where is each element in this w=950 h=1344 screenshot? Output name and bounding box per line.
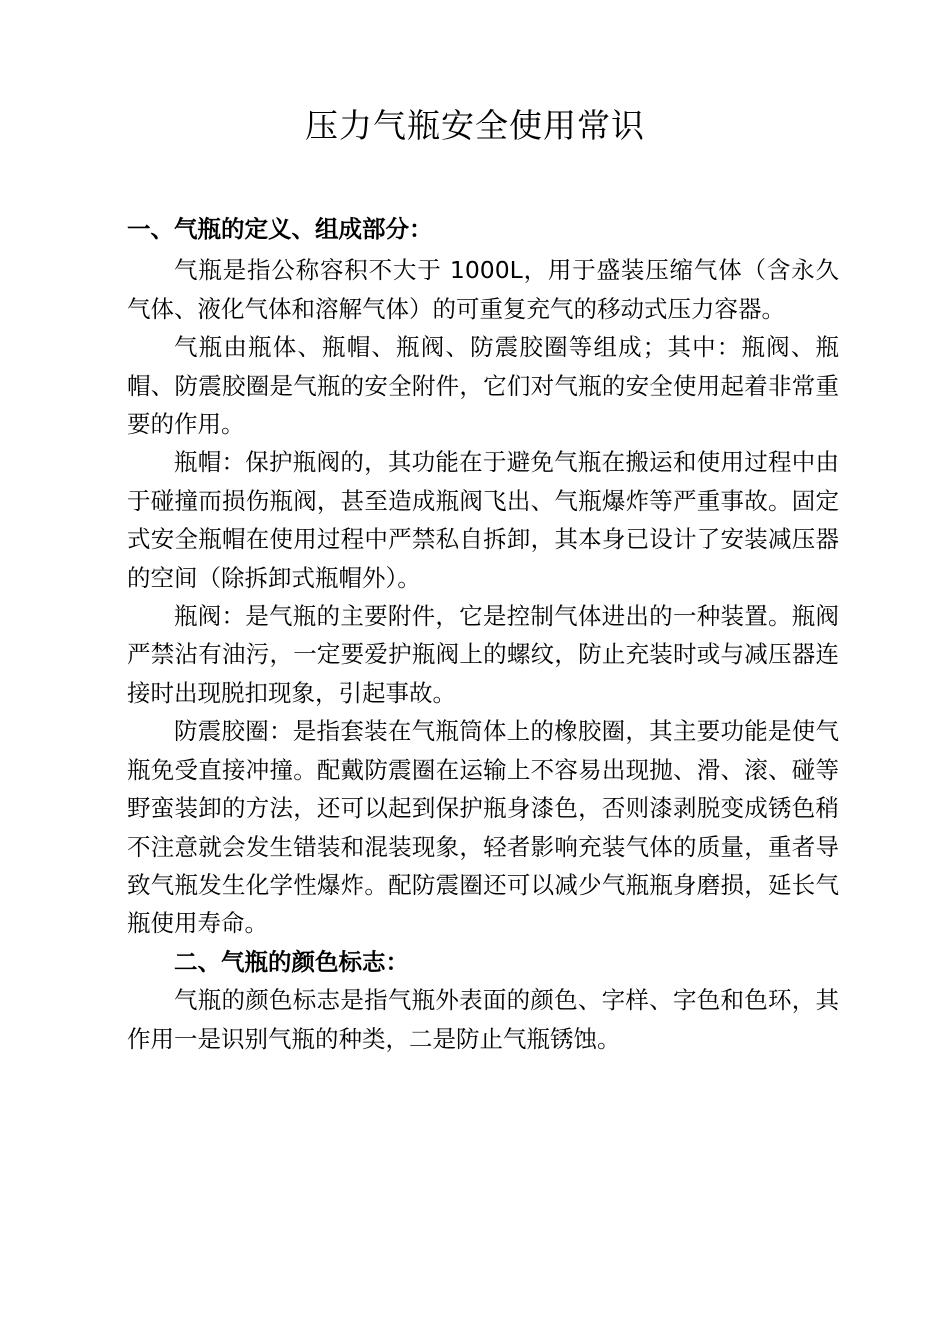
- document-title: 压力气瓶安全使用常识: [305, 106, 645, 145]
- paragraph-definition: 气瓶是指公称容积不大于 1000L，用于盛装压缩气体（含永久气体、液化气体和溶解气体）的可重复充气的移动式压力容器。: [127, 256, 839, 323]
- section-heading-color-marking: 二、气瓶的颜色标志：: [174, 947, 409, 976]
- paragraph-bottle-valve: 瓶阀：是气瓶的主要附件，它是控制气体进出的一种装置。瓶阀严禁沾有油污，一定要爱护瓶阀上的螺纹，防止充装时或与减压器连接时出现脱扣现象，引起事故。: [127, 602, 839, 707]
- section-heading-definition: 一、气瓶的定义、组成部分：: [127, 215, 433, 243]
- paragraph-bottle-cap: 瓶帽：保护瓶阀的，其功能在于避免气瓶在搬运和使用过程中由于碰撞而损伤瓶阀，甚至造成瓶阀飞出、气瓶爆炸等严重事故。固定式安全瓶帽在使用过程中严禁私自拆卸，其本身已设计了安装减压器的空间（除拆卸式瓶帽外）。: [127, 448, 839, 592]
- paragraph-color-marking: 气瓶的颜色标志是指气瓶外表面的颜色、字样、字色和色环，其作用一是识别气瓶的种类，二是防止气瓶锈蚀。: [127, 986, 839, 1053]
- paragraph-shockproof-ring: 防震胶圈：是指套装在气瓶筒体上的橡胶圈，其主要功能是使气瓶免受直接冲撞。配戴防震圈在运输上不容易出现抛、滑、滚、碰等野蛮装卸的方法，还可以起到保护瓶身漆色，否则漆剥脱变成锈色稍不注意就会发生错装和混装现象，轻者影响充装气体的质量，重者导致气瓶发生化学性爆炸。配防震圈还可以减少气瓶瓶身磨损，延长气瓶使用寿命。: [127, 717, 839, 938]
- document-body: [127, 210, 839, 1058]
- paragraph-composition: 气瓶由瓶体、瓶帽、瓶阀、防震胶圈等组成；其中：瓶阀、瓶帽、防震胶圈是气瓶的安全附件，它们对气瓶的安全使用起着非常重要的作用。: [127, 333, 839, 439]
